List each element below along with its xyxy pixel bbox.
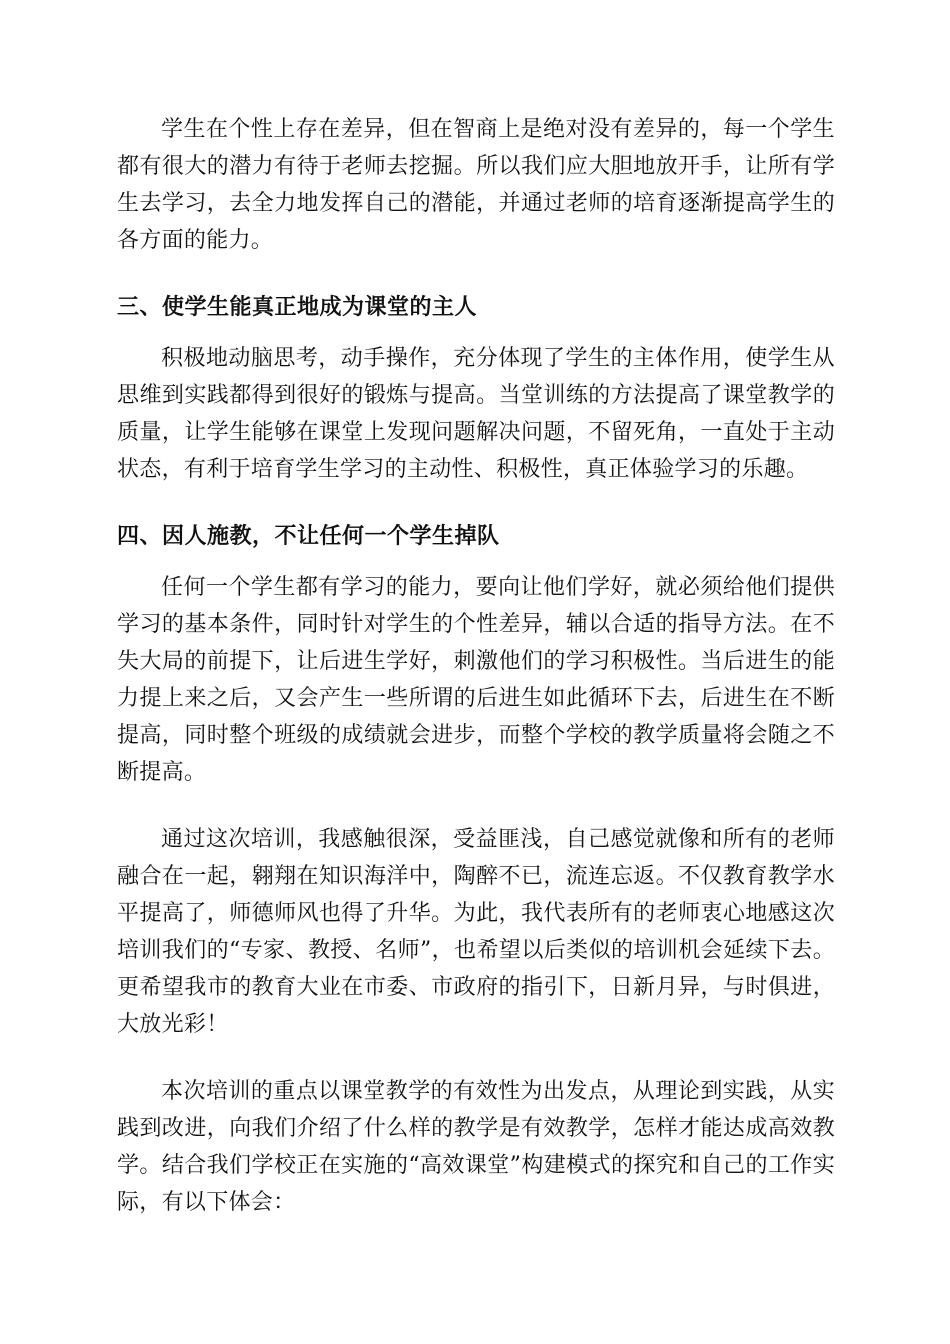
paragraph-individual-teaching: 任何一个学生都有学习的能力，要向让他们学好，就必须给他们提供学习的基本条件，同时针对学生的个性差异，辅以合适的指导方法。在不失大局的前提下，让后进生学好，刺激他们的学习积极性。当后进生的能力提上来之后，又会产生一些所谓的后进生如此循环下去，后进生在不断提高，同时整个班级的成绩就会进步，而整个学校的教学质量将会随之不断提高。	[117, 575, 835, 785]
paragraph-training-feelings: 通过这次培训，我感触很深，受益匪浅，自己感觉就像和所有的老师融合在一起，翱翔在知识海洋中，陶醉不已，流连忘返。不仅教育教学水平提高了，师德师风也得了升华。为此，我代表所有的老师衷心地感这次培训我们的“专家、教授、名师”，也希望以后类似的培训机会延续下去。更希望我市的教育大业在市委、市政府的指引下，日新月异，与时俱进，大放光彩！	[117, 827, 835, 1037]
paragraph-student-subject: 积极地动脑思考，动手操作，充分体现了学生的主体作用，使学生从思维到实践都得到很好的锻炼与提高。当堂训练的方法提高了课堂教学的质量，让学生能够在课堂上发现问题解决问题，不留死角，一直处于主动状态，有利于培育学生学习的主动性、积极性，真正体验学习的乐趣。	[117, 346, 835, 482]
paragraph-training-focus: 本次培训的重点以课堂教学的有效性为出发点，从理论到实践，从实践到改进，向我们介绍了什么样的教学是有效教学，怎样才能达成高效教学。结合我们学校正在实施的“高效课堂”构建模式的探究和自己的工作实际，有以下体会：	[117, 1079, 835, 1215]
section-heading-3: 三、使学生能真正地成为课堂的主人	[117, 295, 478, 320]
section-heading-4: 四、因人施教，不让任何一个学生掉队	[117, 524, 500, 549]
document-page	[117, 111, 835, 1221]
paragraph-student-differences: 学生在个性上存在差异，但在智商上是绝对没有差异的，每一个学生都有很大的潜力有待于老师去挖掘。所以我们应大胆地放开手，让所有学生去学习，去全力地发挥自己的潜能，并通过老师的培育逐渐提高学生的各方面的能力。	[117, 117, 835, 253]
